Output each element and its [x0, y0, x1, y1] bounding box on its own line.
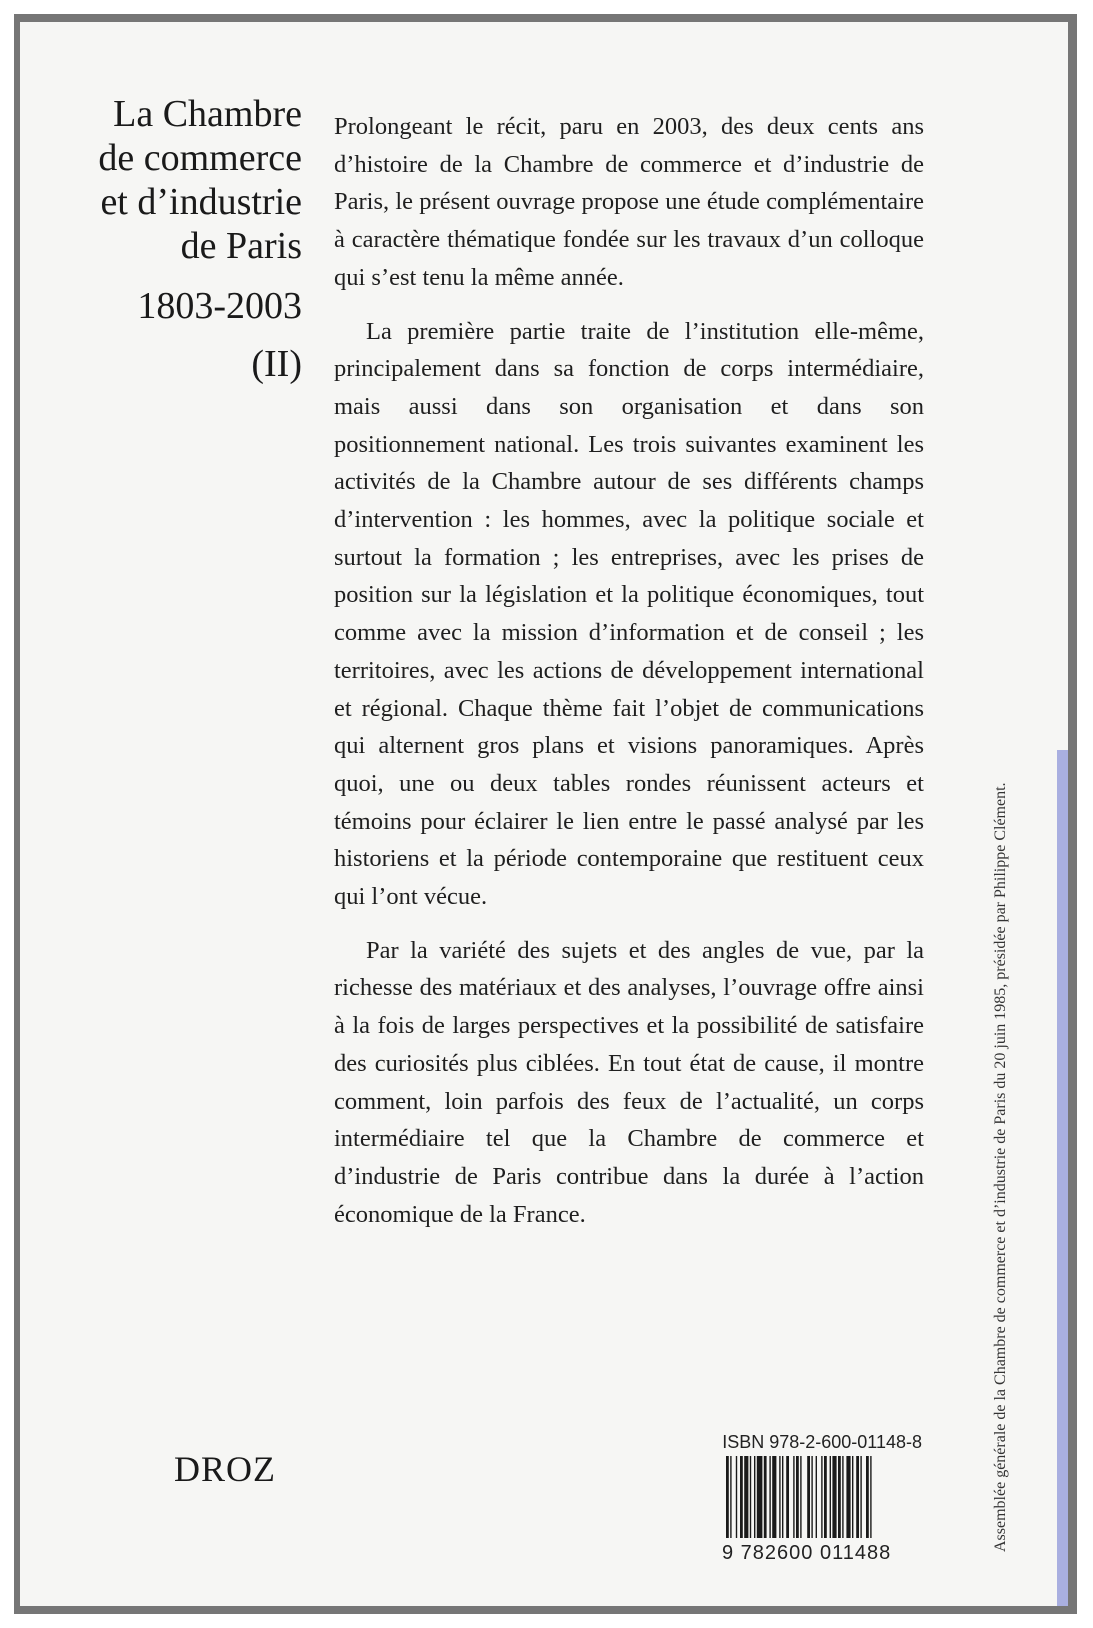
barcode-bar	[726, 1456, 729, 1538]
blurb-paragraph: La première partie traite de l’institution elle-même, principalement dans sa fonction de corps intermédiaire, mais aussi dans son organisation et dans son positionnement national. Les trois suivantes examinent les activités de la Chambre autour de ses différents champs d’intervention : les hommes, avec la politique sociale et surtout la formation ; les entreprises, avec les prises de position sur la législation et la politique économiques, tout comme avec la mission d’information et de conseil ; les territoires, avec les actions de développement international et régional. Chaque thème fait l’objet de communications qui alternent gros plans et visions panoramiques. Après quoi, une ou deux tables rondes réunissent acteurs et témoins pour éclairer le lien entre le passé analysé par les historiens et la période contemporaine que restituent ceux qui l’ont vécue.	[334, 317, 924, 911]
barcode-bar	[870, 1456, 871, 1538]
blurb-paragraph: Par la variété des sujets et des angles de vue, par la richesse des matériaux et des analyses, l’ouvrage offre ainsi à la fois de larges perspectives et la possibilité de satisfaire des curiosités plus ciblées. En tout état de cause, il montre comment, loin parfois des feux de l’actualité, un corps intermédiaire tel que la Chambre de commerce et d’industrie de Paris contribue dans la durée à l’action économique de la France.	[334, 936, 924, 1228]
barcode-bar	[757, 1456, 763, 1538]
blurb	[334, 108, 924, 1233]
barcode-bar	[821, 1456, 822, 1538]
title-line: et d’industrie	[100, 181, 302, 223]
title-years: 1803-2003	[137, 285, 302, 327]
book-title-block	[40, 92, 302, 386]
accent-bar	[1057, 750, 1068, 1606]
barcode-bar	[772, 1456, 776, 1538]
title-line: de commerce	[98, 137, 302, 179]
barcode-bar	[786, 1456, 789, 1538]
barcode-bar	[807, 1456, 810, 1538]
barcode-bar	[793, 1456, 794, 1538]
barcode-bars	[722, 1456, 914, 1540]
barcode-bar	[730, 1456, 731, 1538]
barcode-bar	[796, 1456, 799, 1538]
barcode-digits: 9 782600 011488	[722, 1542, 892, 1564]
barcode-bar	[842, 1456, 843, 1538]
barcode-bar	[866, 1456, 869, 1538]
barcode-bar	[852, 1456, 853, 1538]
barcode-bar	[750, 1456, 751, 1538]
barcode-bar	[744, 1456, 748, 1538]
barcode-bar	[816, 1456, 817, 1538]
barcode-bar	[764, 1456, 767, 1538]
barcode-bar	[846, 1456, 850, 1538]
barcode-bar	[811, 1456, 812, 1538]
barcode-bar	[830, 1456, 831, 1538]
barcode-bar	[769, 1456, 770, 1538]
blurb-paragraph: Prolongeant le récit, paru en 2003, des deux cents ans d’histoire de la Chambre de commerce et d’industrie de Paris, le présent ouvrage propose une étude complémentaire à caractère thématique fondée sur les travaux d’un colloque qui s’est tenu la même année.	[334, 113, 924, 291]
barcode-bar	[782, 1456, 783, 1538]
barcode-bar	[856, 1456, 859, 1538]
barcode-bar	[779, 1456, 780, 1538]
barcode-bar	[754, 1456, 755, 1538]
barcode-bar	[832, 1456, 836, 1538]
title-line: La Chambre	[113, 93, 302, 135]
barcode-bar	[860, 1456, 861, 1538]
isbn-label: ISBN 978-2-600-01148-8	[722, 1432, 922, 1452]
title-line: de Paris	[180, 225, 302, 267]
barcode-bar	[838, 1456, 841, 1538]
volume-number: (II)	[251, 343, 302, 385]
barcode-bar	[800, 1456, 801, 1538]
spine-note: Assemblée générale de la Chambre de commerce et d’industrie de Paris du 20 juin 1985, présidée par Philippe Clément.	[992, 782, 1009, 1552]
barcode-bar	[736, 1456, 737, 1538]
barcode-bar	[740, 1456, 743, 1538]
publisher-name: DROZ	[174, 1449, 276, 1489]
barcode-bar	[824, 1456, 827, 1538]
